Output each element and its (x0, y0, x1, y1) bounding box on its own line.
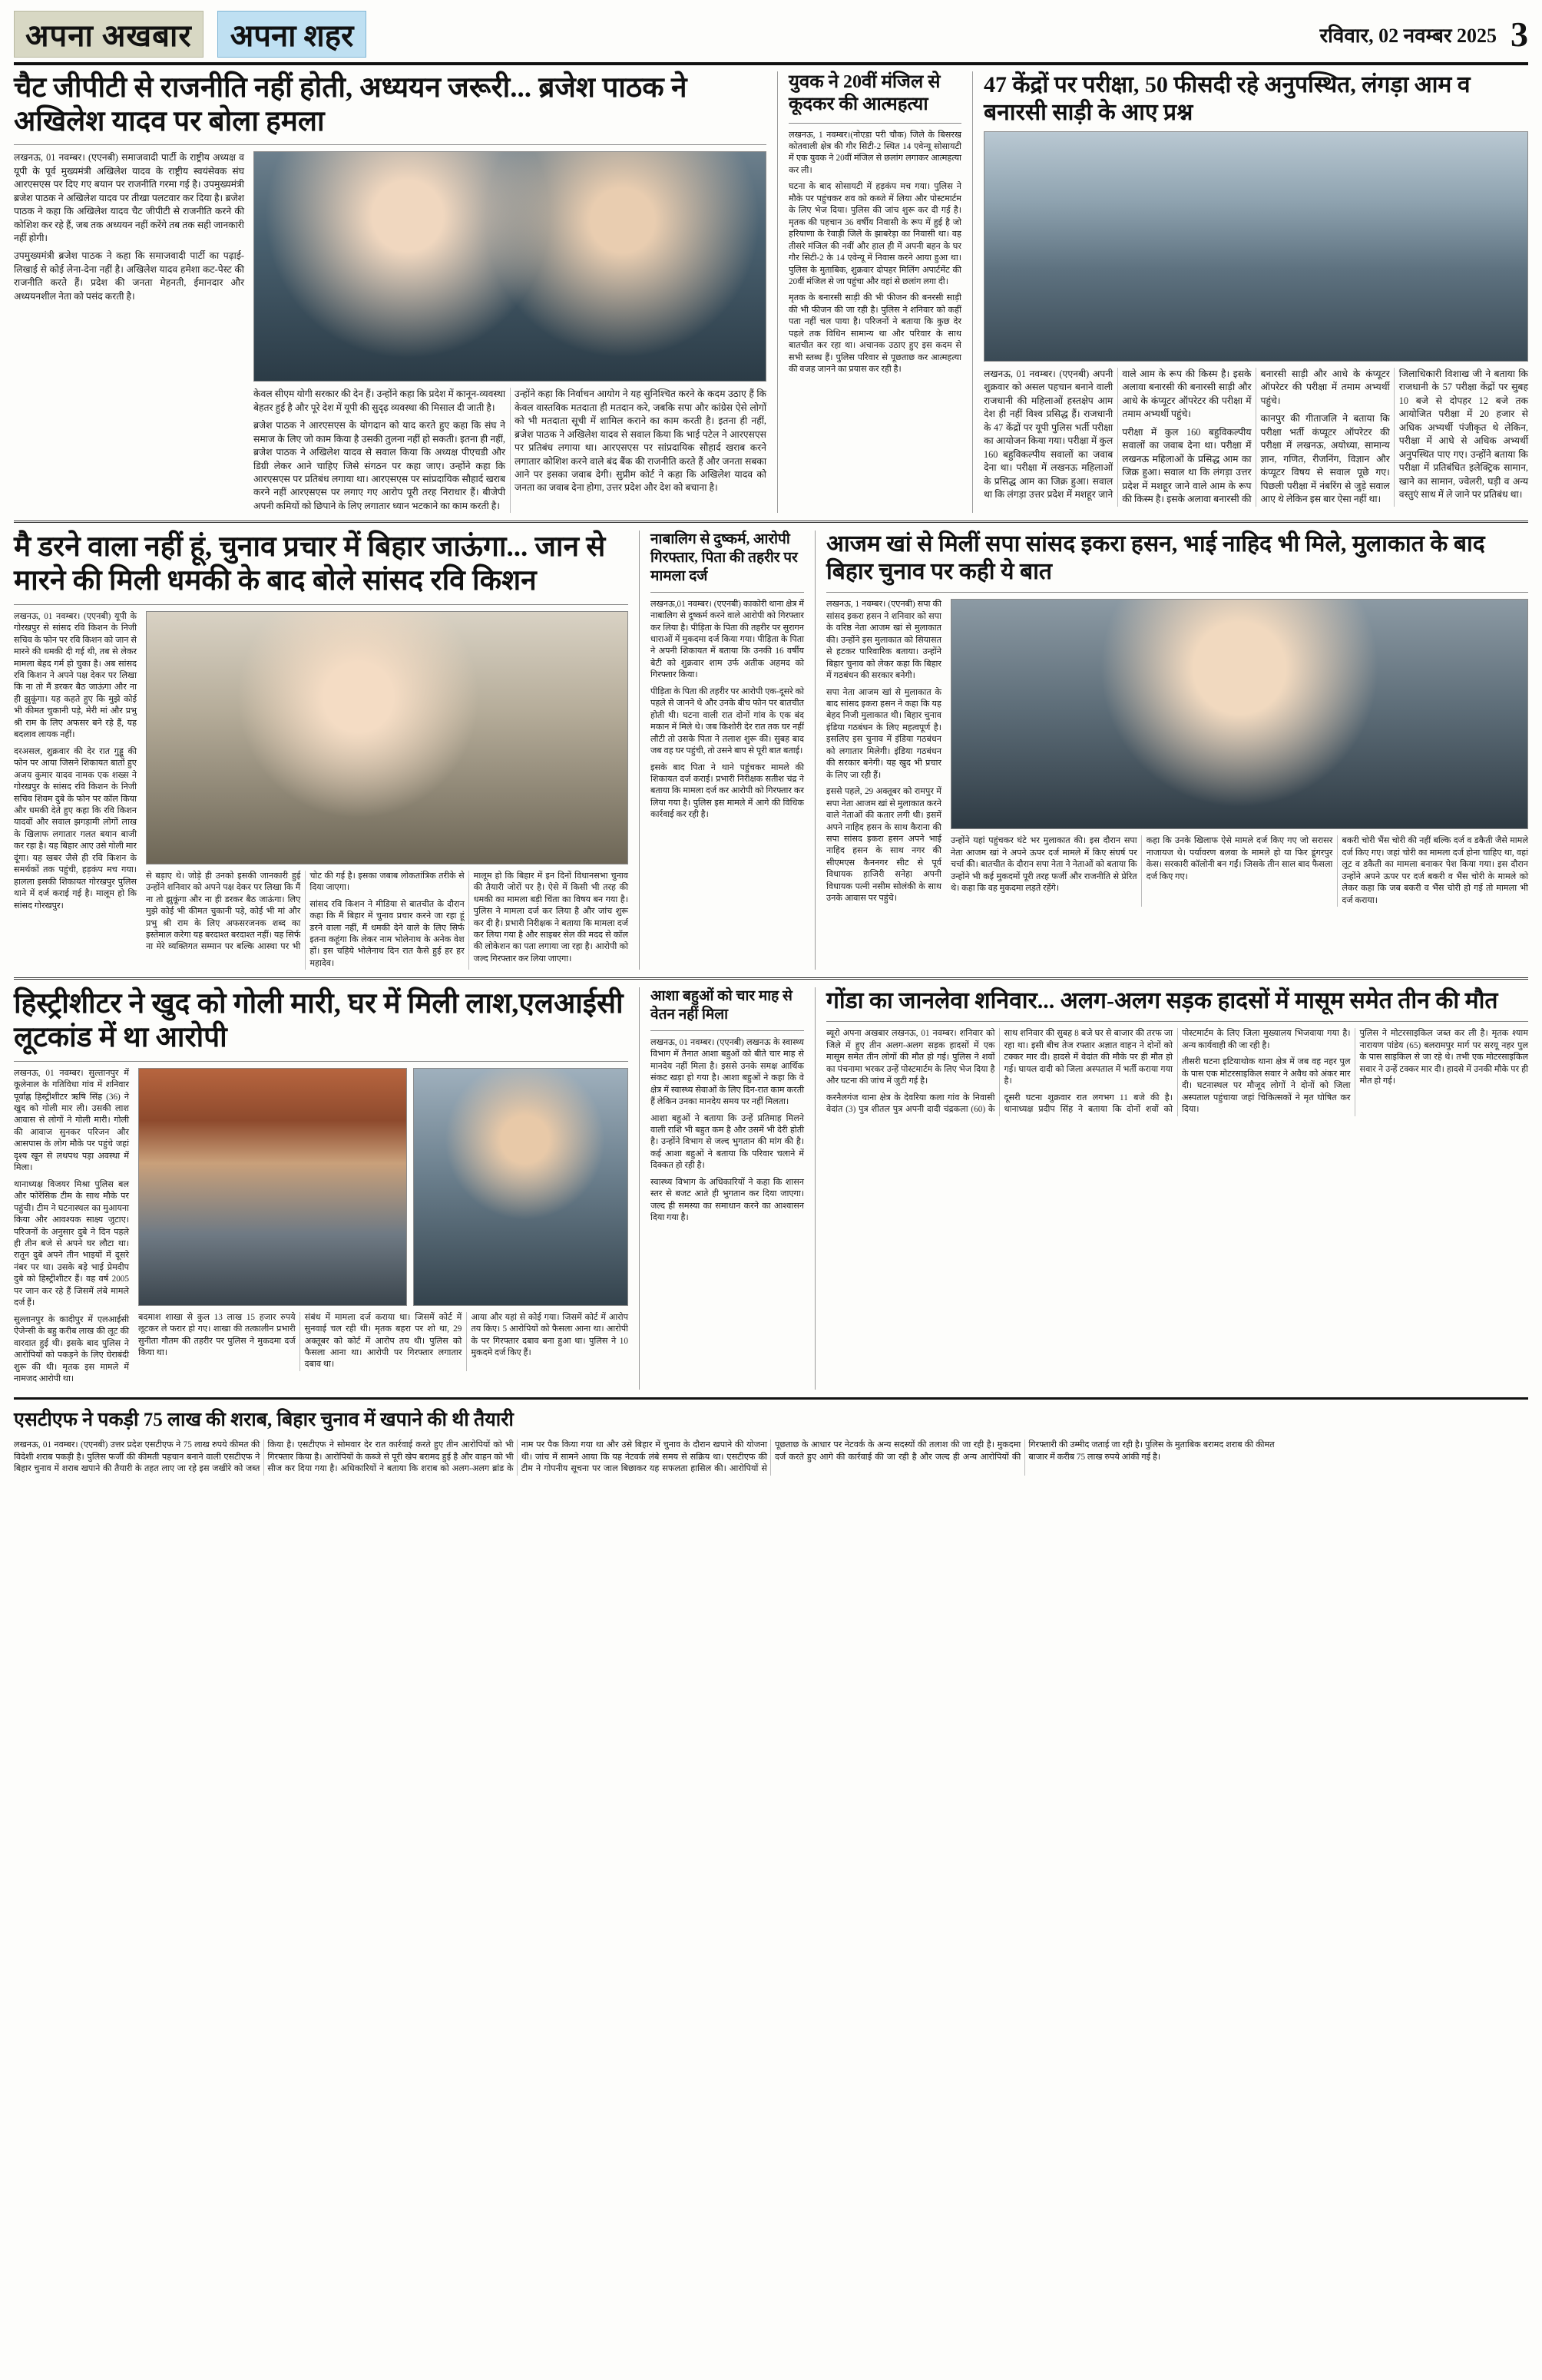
paragraph: कानपुर की गीताजलि ने बताया कि परीक्षा भर्ती कंप्यूटर ऑपरेटर की परीक्षा में लखनऊ, अयोध्या, सामान्य ज्ञान, गणित, रीजनिंग, विज्ञान और कंप्यूटर विषय से सवाल पूछे गए। पिछली परीक्षा में नंबरिंग से जुड़े सवाल आए थे लेकिन इस बार ऐसा नहीं था। (1260, 413, 1390, 505)
article-body (789, 130, 961, 376)
divider (14, 1061, 628, 1062)
photo-and-text (951, 599, 1528, 909)
article-gonda-road-accidents (815, 987, 1528, 1390)
band-bottom-row (14, 987, 1528, 1390)
paragraph: दरअसल, शुक्रवार की देर रात गुड्डू की फोन पर आया जिसने शिकायत बातों हुए अजय कुमार यादव नामक एक शख्स ने गोरखपुर के सांसद रवि किशन के निजी सचिव शिवम दुबे के फोन पर कॉल किया और धमकी देते हुए कहा कि रवि किशन यादवों और सवाल झगड़ामी लोगों लाख के खिलाफ लगातार गलत बयान बाजी कर रहा है। यह बिहार आए उसे गोली मार दूंगा। यह खबर जैसे ही रवि किशन के समर्थकों तक पहुंची, हड़कंप मच गया। हालला इसकी शिकायत गोरखपुर पुलिस थाने में दर्ज कराई गई है। मालूम हो कि सांसद गोरखपुर। (14, 746, 137, 911)
article-body-with-photo (826, 599, 1528, 909)
article-headline: गोंडा का जानलेवा शनिवार... अलग-अलग सड़क हादसों में मासूम समेत तीन की मौत (826, 988, 1498, 1014)
paragraph: से बड़ाए थे। जोड़े ही उनको इसकी जानकारी हुई उन्होंने शनिवार को अपने पक्ष देकर पर लिखा कि मैं ना तो झुकूंगा और ना ही डरकर बैठ जाऊंगा। लिए मुझे कोई भी कीमत चुकानी पड़े, कोई भी मां और प्रभु श्री राम के लिए अफसरजनक शब्द का इस्तेमाल करेगा यह बरदाश्त बरदाश्त नहीं। यह सिर्फ ना मेरे व्यक्तिगत सम्मान पर बल्कि आस्था पर भी चोट की गई है। इसका जबाब लोकतांत्रिक तरीके से दिया जाएगा। (146, 871, 465, 952)
article-headline: 47 केंद्रों पर परीक्षा, 50 फीसदी रहे अनुपस्थित, लंगड़ा आम व बनारसी साड़ी के आए प्रश्न (984, 72, 1471, 125)
paragraph: सपा नेता आजम खां से मुलाकात के बाद सांसद इकरा हसन ने कहा कि यह बेहद निजी मुलाकात थी। बिहार चुनाव इंडिया गठबंधन के लिए महत्वपूर्ण है। इसलिए इस चुनाव में इंडिया गठबंधन को लगातार मिलेगी। इंडिया गठबंधन की सरकार बनेगी। यह खुद भी प्रचार के लिए जा रही हैं। (826, 687, 941, 780)
band-middle-row (14, 531, 1528, 970)
article-headline: चैट जीपीटी से राजनीति नहीं होती, अध्ययन जरूरी... ब्रजेश पाठक ने अखिलेश यादव पर बोला हमला (14, 72, 687, 137)
paragraph: तीसरी घटना इटियाथोक थाना क्षेत्र में जब वह नहर पुल के पास एक मोटरसाइकिल सवार ने अवैध को अंकर मार दी। घटनास्थल पर मौजूद लोगों ने दोनों को जिला अस्पताल पहुंचाया जहां चिकित्सकों ने मृत घोषित कर दिया। (1182, 1057, 1351, 1115)
paragraph: संबंध में मामला दर्ज कराया था। जिसमें कोर्ट में सुनवाई चल रही थी। मृतक बहरा पर शो था, 29 अक्तूबर को कोर्ट में आरोप तय थी। पुलिस को फैसला आना था। आरोपी पर गिरफ्तार लगातार दबाव था। (304, 1312, 462, 1370)
paragraph: उन्होंने कहा कि निर्वाचन आयोग ने यह सुनिश्चित करने के कदम उठाए हैं कि केवल वास्तविक मतदाता ही मतदान करे, जबकि सपा और कांग्रेस ऐसे लोगों को भी मतदाता सूची में शामिल कराने का काम करती है। इतना ही नहीं, ब्रजेश पाठक ने अखिलेश यादव से सवाल किया कि भाई पटेल ने आरएसएस पर प्रतिबंध लगाया था। आरएसएस पर सांप्रदायिक सौहार्द खराब करने लगातार कोशिश करने वाले बंद बैंक की राजनीति करते हैं और जनता सबका आने पर इसका जवाब देगी। सुप्रीम कोर्ट ने कहा कि अखिलेश यादव को जनता का जवाब देना होगा, उत्तर प्रदेश और देश को बचाना है। (515, 388, 766, 494)
band-top-row (14, 71, 1528, 513)
photo-and-text (138, 1068, 628, 1390)
paragraph: लखनऊ, 01 नवम्बर। (एएनबी) अपनी शुक्रवार को असल पहचान बनाने वाली राजधानी की महिलाओं हस्तक्षेप आम देश ही नहीं विश्व प्रसिद्ध हैं। राजधानी के 47 केंद्रों पर यूपी पुलिस भर्ती परीक्षा का आयोजन किया गया। परीक्षा में कुल 160 बहुविकल्पीय सवालों का जवाब देना था। परीक्षा में लखनऊ महिलाओं के प्रसिद्ध आम का जिक्र हुआ। सवाल था कि लंगड़ा उत्तर प्रदेश में मशहूर जाने वाले आम के रूप की किस्म है। इसके अलावा बनारसी की बनारसी साड़ी और आधे के कंप्यूटर ऑपरेटर की परीक्षा में तमाम अभ्यर्थी पहुंचे। (984, 369, 1252, 501)
paragraph: इसके बाद पिता ने थाने पहुंचकर मामले की शिकायत दर्ज कराई। प्रभारी निरीक्षक सतीश चंद्र ने बताया कि मामला दर्ज कर आरोपी को गिरफ्तार कर लिया गया है। पुलिस इस मामले में आगे की विधिक कार्रवाई कर रही है। (650, 762, 804, 820)
text-cols (253, 388, 766, 513)
article-body (826, 1028, 1528, 1116)
divider (14, 604, 628, 605)
article-body-with-photo (14, 1068, 628, 1390)
article-body-with-photo (14, 611, 628, 970)
newspaper-logo: अपना अखबार (14, 11, 204, 58)
photo-azam-khan-group (951, 599, 1528, 829)
paragraph: केवल सीएम योगी सरकार की देन हैं। उन्होंने कहा कि प्रदेश में कानून-व्यवस्था बेहतर हुई है और पूरे देश में यूपी की सुदृढ़ व्यवस्था की मिसाल दी जाती है। (253, 388, 505, 413)
photo-and-text (253, 151, 766, 513)
band-top (14, 71, 1528, 523)
strip-layout (14, 1406, 1528, 1436)
paragraph: करनैलगंज थाना क्षेत्र के देवरिया कला गांव के निवासी वेदांत (3) पुत्र शीतल पुत्र अपनी दादी चंद्रकला (60) के साथ शनिवार की सुबह 8 बजे घर से बाजार की तरफ जा रहा था। इसी बीच तेज रफ्तार अज्ञात वाहन ने दोनों को टक्कर मार दी। हादसे में वेदांत की मौके पर ही मौत हो गई। घायल दादी को जिला अस्पताल में भर्ती कराया गया है। (826, 1029, 1173, 1115)
paragraph: उन्होंने यहां पहुंचकर घंटे भर मुलाकात की। इस दौरान सपा नेता आजम खां ने अपने ऊपर दर्ज मामले में किए संघर्ष पर चर्चा की। बातचीत के दौरान सपा नेता ने नेताओं को बताया कि उन्होंने भी कई मुकदमों पूरी तरह फर्जी और राजनीति से प्रेरित थे। कहा कि वह मुकदमा लड़ते रहेंगे। (951, 836, 1137, 894)
photo-row (138, 1068, 628, 1306)
paragraph: दूसरी घटना शुक्रवार रात लगभग 11 बजे की है। थानाध्यक्ष प्रदीप सिंह ने बताया कि दोनों शवों को पोस्टमार्टम के लिए जिला मुख्यालय भिजवाया गया है। अन्य कार्यवाही की जा रही है। (1004, 1029, 1351, 1115)
page-number: 3 (1511, 15, 1528, 54)
divider (789, 123, 961, 124)
text-cols (951, 835, 1528, 907)
photo-house-crime-scene (138, 1068, 407, 1306)
paragraph: उपमुख्यमंत्री ब्रजेश पाठक ने कहा कि समाजवादी पार्टी का पढ़ाई-लिखाई से कोई लेना-देना नहीं है। अखिलेश यादव हमेशा कट-पेस्ट की राजनीति करते हैं। प्रदेश की जनता मेहनती, ईमानदार और अध्ययनशील नेता को पसंद करती है। (14, 250, 244, 302)
paragraph: घटना के बाद सोसायटी में हड़कंप मच गया। पुलिस ने मौके पर पहुंचकर शव को कब्जे में लिया और पोस्टमार्टम के लिए भेज दिया। पुलिस की जांच शुरू कर दी गई है। मृतक की पहचान 36 वर्षीय निवासी के रूप में हुई है जो हरियाणा के रेवाड़ी जिले के झाबरेड़ा का निवासी था। वह तीसरे मंजिल की नवीं और हाल ही में अपनी बहन के घर गौर सिटी-2 के 14 एवेन्यू में निवास करने आया हुआ था। पुलिस के मुताबिक, शुक्रवार दोपहर मिलिंग अपार्टमेंट की 20वीं मंजिल से जा पहुंचा और वहां से छलांग लगा दी। (789, 182, 961, 286)
photo-exam-centre-crowd (984, 131, 1528, 362)
paragraph: पुलिस ने मोटरसाइकिल जब्त कर ली है। मृतक श्याम नारायण पांडेय (65) बलरामपुर मार्ग पर सरयू नहर पुल के पास साइकिल से जा रहे थे। तभी एक मोटरसाइकिल सवार ने उन्हें टक्कर मार दी। हादसे में उनकी मौके पर ही मौत हो गई। (1359, 1029, 1528, 1086)
article-headline: आशा बहुओं को चार माह से वेतन नहीं मिला (650, 988, 793, 1023)
article-headline: आजम खां से मिलीं सपा सांसद इकरा हसन, भाई नाहिद भी मिले, मुलाकात के बाद बिहार चुनाव पर कही ये बात (826, 531, 1485, 585)
paragraph: सांसद रवि किशन ने मीडिया से बातचीत के दौरान कहा कि मैं बिहार में चुनाव प्रचार करने जा रहा हूं डरने वाला नहीं, मैं धमकी देने वाले के लिए सिर्फ इतना कहूंगा कि लेकर नाम भोलेनाथ के अनेक वेश हों। इस चहिये भोलेनाथ दिन रात कैसे हुई हर हर महादेव। (309, 899, 465, 968)
text-col-1 (826, 599, 941, 909)
divider (650, 592, 804, 593)
article-historysheeter-suicide (14, 987, 628, 1390)
divider (650, 1030, 804, 1031)
divider (14, 1397, 1528, 1400)
paragraph: पीड़िता के पिता की तहरीर पर आरोपी एक-दूसरे को पहले से जानने थे और उनके बीच फोन पर बातचीत होती थी। घटना वाली रात दोनों गांव के एक बंद मकान में मिले थे। जब किशोरी देर रात तक घर नहीं लौटी तो उसके पिता ने तलाश शुरू की। सुबह बाद जब वह घर पहुंची, तो उसने बाप से पूरी बात बताई। (650, 686, 804, 756)
paragraph: मृतक के बनारसी साड़ी की भी फीजन की बनरसी साड़ी की भी फीजन की जा रही है। पुलिस ने शनिवार को कहीं पता नहीं चल पाया है। परिजनों ने बताया कि कुछ देर पहले तक विधिन सामान्य था और परिवार के साथ बातचीत कर रहा था। अचानक उठाए हुए इस कदम से सभी स्तब्ध हैं। पुलिस परिवार से पूछताछ कर आत्महत्या की वजह जानने का प्रयास कर रही है। (789, 293, 961, 375)
divider (826, 592, 1528, 593)
photo-ravi-kishan (146, 611, 628, 864)
article-azam-khan-meeting (815, 531, 1528, 970)
article-body (650, 599, 804, 821)
paragraph: ब्रजेश पाठक ने आरएसएस के योगदान को याद करते हुए कहा कि संघ ने समाज के लिए जो काम किया है उसकी तुलना नहीं हो सकती। इतना ही नहीं, ब्रजेश पाठक ने अखिलेश यादव से सवाल किया कि अध्यक्ष पीएचडी और डिग्री लेकर आने चाहिए जिसे संगठन पर कहा जाए। उन्होंने कहा कि आरएसएस पर प्रतिबंध लगाया था। आरएसएस पर सांप्रदायिक सौहार्द खराब करने नहीं आरएसएस पर लगाए गए आरोप पूरी तरह निराधार हैं। बीजेपी अपनी कमियों को छिपाने के लिए लगातार ध्यान भटकाने का काम करती है। (253, 420, 505, 511)
paragraph: लखनऊ, 01 नवम्बर। (एएनबी) यूपी के गोरखपुर से सांसद रवि किशन के निजी सचिव के फोन पर रवि किशन को जान से मारने की धमकी दी गई थी, तब से लेकर मामला बेहद गर्म हो चुका है। अब सांसद रवि किशन ने अपने पक्ष देकर पर लिखा कि ना तो मैं डरकर बैठ जाऊंगा और ना ही झुकूंगा। यह कहते हुए कि मुझे कोई भी कीमत चुकानी पड़े, मेरी मां और प्रभु श्री राम के लिए अफसर बने रहे हैं, यह बदलाव लायक नहीं। (14, 611, 137, 740)
edition-date: रविवार, 02 नवम्बर 2025 (1319, 24, 1497, 47)
article-police-exam (972, 71, 1528, 513)
article-headline: मै डरने वाला नहीं हूं, चुनाव प्रचार में बिहार जाऊंगा... जान से मारने की मिली धमकी के बाद बोले सांसद रवि किशन (14, 531, 606, 597)
divider (826, 1021, 1528, 1022)
paragraph: लखनऊ, 01 नवम्बर। सुल्तानपुर में कूलेनाल के गतिविधा गांव में शनिवार पूर्वाह्न हिस्ट्रीशीटर ऋषि सिंह (36) ने खुद को गोली मार ली। उसकी लाश आवास से लोगों ने गोली मारी। गोली की आवाज सुनकर परिजन और आसपास के लोग मौके पर पहुंचे जहां दृश्य खून से लथपथ पड़ा अवस्था में मिला। (14, 1068, 129, 1173)
band-middle (14, 531, 1528, 980)
article-suicide-20th-floor (777, 71, 961, 513)
masthead (14, 11, 1528, 65)
text-col-1 (14, 1068, 129, 1390)
text-col-1 (14, 611, 137, 970)
photo-and-text (146, 611, 628, 970)
text-col-1 (14, 151, 244, 513)
paragraph: लखनऊ, 01 नवम्बर। (एएनबी) समाजवादी पार्टी के राष्ट्रीय अध्यक्ष व यूपी के पूर्व मुख्यमंत्री अखिलेश यादव के राष्ट्रीय स्वयंसेवक संघ आरएसएस पर दिए गए बयान पर राजनीति गरमा गई है। उपमुख्यमंत्री ब्रजेश पाठक ने अखिलेश यादव पर तीखा पलटवार कर दिया है। ब्रजेश पाठक ने कहा कि अखिलेश यादव चैट जीपीटी से राजनीति करने की कोशिश कर रहे हैं, जब तक अध्ययन नहीं करेंगे तब तक सही जानकारी नहीं होगी। (14, 152, 244, 244)
paragraph: ब्यूरो अपना अखबार लखनऊ, 01 नवम्बर। शनिवार को जिले में हुए तीन अलग-अलग सड़क हादसों में एक मासूम समेत तीन लोगों की मौत हो गई। पुलिस ने शवों का पंचनामा भरकर उन्हें पोस्टमार्टम के लिए भेज दिया है और घटना की जांच में जुटी गई है। (826, 1029, 995, 1086)
masthead-left (14, 11, 366, 58)
paragraph: बकरी चोरी भैंस चोरी की नहीं बल्कि दर्ज व डकैती जैसे मामले दर्ज किए गए। जहां चोरी का मामला दर्ज होना चाहिए था, वहां लूट व डकैती का मामला बनाकर पेश किया गया। इस दौरान उन्होंने अपने ऊपर पर दर्ज बकरी व भैंस चोरी के मामले को लेकर कहा कि जब बकरी व भैंस चोरी हो गई तो मामला भी दर्ज कराया। (1342, 836, 1528, 905)
article-stf-liquor-seizure (14, 1406, 1528, 1475)
paragraph: थानाध्यक्ष विजयर मिश्रा पुलिस बल और फोरेंसिक टीम के साथ मौके पर पहुंची। टीम ने घटनास्थल का मुआयना किया और आवश्यक साक्ष्य जुटाए। परिजनों के अनुसार दुबे ने दिन पहले ही तीन बजे से अपने घर लौटा था। रातून दुबे अपने तीन भाइयों में दूसरे नंबर पर था। उसके बड़े भाई प्रेमदीप दुबे को हिस्ट्रीशीटर हैं। वह वर्ष 2005 पर जान कर रहे हैं जिसमें लंबे मामले दर्ज हैं। (14, 1179, 129, 1308)
paragraph: आशा बहुओं ने बताया कि उन्हें प्रतिमाह मिलने वाली राशि भी बहुत कम है और उसमें भी देरी होती है। उन्होंने विभाग से जल्द भुगतान की मांग की है। कई आशा बहुओं ने बताया कि परिवार चलाने में दिक्कत हो रही है। (650, 1113, 804, 1171)
article-chatgpt-politics (14, 71, 766, 513)
paragraph: लखनऊ, 1 नवम्बर।(नोएडा परी चौक) जिले के बिसरख कोतवाली क्षेत्र की गौर सिटी-2 स्थित 14 एवेन्यू सोसायटी में एक युवक ने 20वीं मंजिल से छलांग लगाकर आत्महत्या कर ली। (789, 130, 961, 175)
article-body (650, 1037, 804, 1225)
section-title: अपना शहर (217, 11, 367, 58)
paragraph: आया और यहां से कोई गया। जिसमें कोर्ट में आरोप तय किए। 5 आरोपियों को फैसला आना था। आरोपी के पर गिरफ्तार दबाव बना हुआ था। पुलिस ने 10 मुकदमे दर्ज किए हैं। (471, 1312, 628, 1357)
article-ravi-kishan-threat (14, 531, 628, 970)
paragraph: सुल्तानपुर के कादीपुर में एलआईसी ऐजेन्सी के बहु करीब लाख की लूट की वारदात हुई थी। इसके बाद पुलिस ने आरोपियों को पकड़ने के लिए घेराबंदी शुरू की थी। मृतक इस मामले में नामजद आरोपी था। (14, 1314, 129, 1383)
article-headline: एसटीएफ ने पकड़ी 75 लाख की शराब, बिहार चुनाव में खपाने की थी तैयारी (14, 1410, 514, 1431)
article-minor-assault-case (639, 531, 804, 970)
text-cols (146, 871, 628, 970)
paragraph: लखनऊ, 01 नवम्बर। (एएनबी) लखनऊ के स्वास्थ्य विभाग में तैनात आशा बहुओं को बीते चार माह से मानदेय नहीं मिला है। इससे उनके समक्ष आर्थिक संकट खड़ा हो गया है। आशा बहुओं ने कहा कि वे क्षेत्र में स्वास्थ्य सेवाओं के लिए दिन-रात काम करती हैं लेकिन उनका मानदेय समय पर नहीं मिलता। (650, 1037, 804, 1107)
article-body (14, 1440, 1528, 1475)
paragraph: इससे पहले, 29 अक्तूबर को रामपुर में सपा नेता आजम खां से मुलाकात करने वाले नेताओं की कतार लगी थी। इसमें अपने नाहिद हसन के साथ कैराना की सपा सांसद इकरा हसन अपने भाई नाहिद हसन के साथ नगर की सीएमएस कैननगर सीट से पूर्व विधायक हाजिरी सनेहा अपनी विधायक पत्नी नसीम सोलंकी के साथ उनके आवास पर पहुंचे। (826, 787, 941, 904)
paragraph: परीक्षा में कुल 160 बहुविकल्पीय सवालों का जवाब देना था। परीक्षा में लखनऊ महिलाओं के प्रसिद्ध आम का जिक्र हुआ। सवाल था कि लंगड़ा उत्तर प्रदेश में मशहूर जाने वाले आम के रूप की किस्म है। इसके अलावा बनारसी की बनारसी साड़ी और आधे के कंप्यूटर ऑपरेटर की परीक्षा में तमाम अभ्यर्थी पहुंचे। (1122, 369, 1390, 505)
article-headline: नाबालिग से दुष्कर्म, आरोपी गिरफ्तार, पिता की तहरीर पर मामला दर्ज (650, 531, 798, 584)
paragraph: कहा कि उनके खिलाफ ऐसे मामले दर्ज किए गए जो सरासर नाजायज थे। पर्यावरण बलवा के मामले हो या फिर डूंगरपुर केस। सरकारी कॉलोनी बन गईं। जिसके तीन साल बाद फैसला दर्ज किए गए। (1146, 836, 1333, 881)
article-body-with-photo (14, 151, 766, 513)
article-headline: युवक ने 20वीं मंजिल से कूदकर की आत्महत्या (789, 72, 941, 115)
paragraph: स्वास्थ्य विभाग के अधिकारियों ने कहा कि शासन स्तर से बजट आते ही भुगतान कर दिया जाएगा। जल्द ही समस्या का समाधान करने का आश्वासन दिया गया है। (650, 1177, 804, 1223)
masthead-right (1320, 14, 1528, 55)
article-headline: हिस्ट्रीशीटर ने खुद को गोली मारी, घर में मिली लाश,एलआईसी लूटकांड में था आरोपी (14, 988, 624, 1053)
text-cols (138, 1312, 628, 1371)
paragraph: मालूम हो कि बिहार में इन दिनों विधानसभा चुनाव की तैयारी जोरों पर है। ऐसे में किसी भी तरह की धमकी का मामला बड़ी चिंता का विषय बन गया है। पुलिस ने मामला दर्ज कर लिया है और जांच शुरू कर दी है। प्रभारी निरीक्षक ने बताया कि मामला दर्ज कर लिया गया है और साइबर सेल की मदद से कॉल की लोकेशन का पता लगाया जा रहा है। आरोपी को जल्द गिरफ्तार कर लिया जाएगा। (473, 871, 628, 964)
paragraph: बदमाश शाखा से कुल 13 लाख 15 हजार रुपये लूटकर ले फरार हो गए। शाखा की तत्कालीन प्रभारी सुनीता गौतम की तहरीर पर पुलिस ने मुकदमा दर्ज किया था। (138, 1312, 296, 1357)
paragraph: लखनऊ,01 नवम्बर। (एएनबी) काकोरी थाना क्षेत्र में नाबालिग से दुष्कर्म करने वाले आरोपी को गिरफ्तार कर लिया है। पीड़िता के पिता की तहरीर पर सुरागन धाराओं में मुकदमा दर्ज किया गया। पीड़िता के पिता ने अपनी शिकायत में बताया कि उनकी 16 वर्षीय बेटी को शुक्रवार शाम उर्फ अतीक अहमद को गिरफ्तार किया। (650, 599, 804, 680)
photo-akhilesh-brajesh (253, 151, 766, 382)
article-body (984, 368, 1528, 507)
divider (14, 144, 766, 145)
paragraph: जिलाधिकारी विशाख जी ने बताया कि राजधानी के 57 परीक्षा केंद्रों पर सुबह 10 बजे से दोपहर 12 बजे तक आयोजित परीक्षा में 20 हजार से अधिक अभ्यर्थी पंजीकृत थे लेकिन, परीक्षा में आधे से अधिक अभ्यर्थी अनुपस्थित पाए गए। उन्होंने बताया कि परीक्षा में प्रतिबंधित इलेक्ट्रिक सामान, खाने का सामान, ज्वेलरी, घड़ी व अन्य वस्तुएं साथ में ले जाने पर प्रतिबंध था। (1398, 369, 1528, 501)
paragraph: लखनऊ, 1 नवम्बर। (एएनबी) सपा की सांसद इकरा हसन ने शनिवार को सपा के वरिष्ठ नेता आजम खां से मुलाकात की। उन्होंने इस मुलाकात को सियासत से हटकर पारिवारिक बताया। उन्होंने बिहार चुनाव को लेकर कहा कि बिहार में गठबंधन की सरकार बनेगी। (826, 600, 941, 681)
photo-accused-portrait (413, 1068, 628, 1306)
paragraph: लखनऊ, 01 नवम्बर। (एएनबी) उत्तर प्रदेश एसटीएफ ने 75 लाख रुपये कीमत की विदेशी शराब पकड़ी है। पुलिस फर्जी की कीमती पहचान बनाने वाली एसटीएफ ने बिहार चुनाव में शराब खपाने की तैयारी के तहत लाए जा रहे इस जखीरे को जब्त किया है। एसटीएफ ने सोमवार देर रात कार्रवाई करते हुए तीन आरोपियों को भी गिरफ्तार किया है। आरोपियों के कब्जे से पूरी खेप बरामद हुई है और वाहन को भी सीज कर दिया गया है। अधिकारियों ने बताया कि शराब को अलग-अलग ब्रांड के नाम पर पैक किया गया था और उसे बिहार में चुनाव के दौरान खपाने की योजना थी। जांच में सामने आया कि यह नेटवर्क लंबे समय से सक्रिय था। एसटीएफ की टीम ने गोपनीय सूचना पर जाल बिछाकर यह सफलता हासिल की। आरोपियों से पूछताछ के आधार पर नेटवर्क के अन्य सदस्यों की तलाश की जा रही है। मुकदमा दर्ज करते हुए आगे की कार्रवाई की जा रही है और जल्द ही अन्य आरोपियों की गिरफ्तारी की उम्मीद जताई जा रही है। पुलिस के मुताबिक बरामद शराब की कीमत बाजार में करीब 75 लाख रुपये आंकी गई है। (14, 1440, 1275, 1474)
article-asha-workers-salary (639, 987, 804, 1390)
